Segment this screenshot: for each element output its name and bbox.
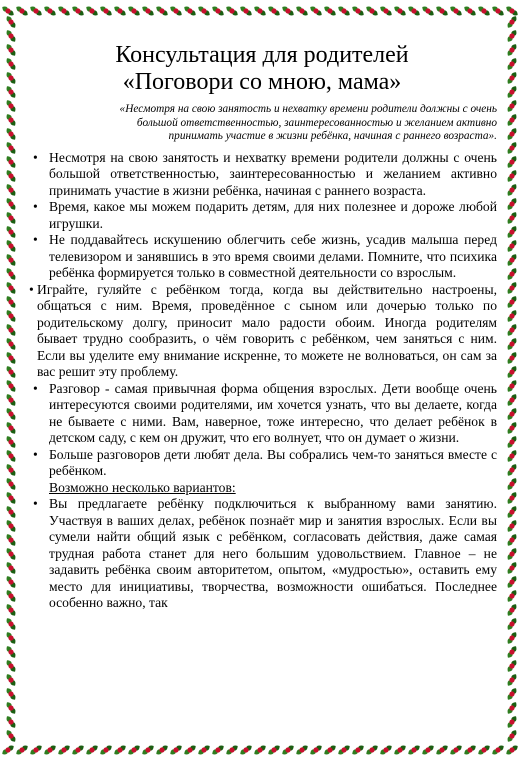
holly-motif bbox=[253, 744, 267, 756]
holly-motif bbox=[506, 379, 518, 393]
holly-motif bbox=[5, 365, 17, 379]
holly-motif bbox=[5, 99, 17, 113]
holly-motif bbox=[5, 645, 17, 659]
holly-motif bbox=[506, 43, 518, 57]
holly-motif bbox=[506, 729, 518, 743]
holly-motif bbox=[183, 5, 197, 17]
holly-motif bbox=[435, 5, 449, 17]
holly-motif bbox=[506, 645, 518, 659]
title-line-1: Консультация для родителей bbox=[115, 42, 409, 68]
holly-motif bbox=[506, 351, 518, 365]
holly-motif bbox=[127, 5, 141, 17]
document-body bbox=[27, 22, 497, 738]
holly-motif bbox=[5, 603, 17, 617]
holly-motif bbox=[393, 744, 407, 756]
holly-motif bbox=[253, 5, 267, 17]
holly-motif bbox=[5, 127, 17, 141]
holly-motif bbox=[183, 744, 197, 756]
holly-motif bbox=[435, 744, 449, 756]
holly-motif bbox=[449, 744, 463, 756]
holly-motif bbox=[506, 673, 518, 687]
holly-motif bbox=[113, 5, 127, 17]
holly-motif bbox=[449, 5, 463, 17]
holly-motif bbox=[506, 505, 518, 519]
holly-motif bbox=[477, 744, 491, 756]
holly-motif bbox=[155, 5, 169, 17]
holly-motif bbox=[506, 533, 518, 547]
holly-motif bbox=[5, 43, 17, 57]
holly-motif bbox=[407, 5, 421, 17]
holly-motif bbox=[5, 393, 17, 407]
holly-motif bbox=[506, 155, 518, 169]
subheading: Возможно несколько вариантов: bbox=[49, 479, 236, 495]
holly-motif bbox=[506, 687, 518, 701]
holly-motif bbox=[506, 575, 518, 589]
holly-motif bbox=[281, 744, 295, 756]
holly-motif bbox=[506, 71, 518, 85]
holly-motif bbox=[5, 701, 17, 715]
holly-motif bbox=[29, 744, 43, 756]
holly-motif bbox=[506, 295, 518, 309]
holly-motif bbox=[506, 547, 518, 561]
holly-motif bbox=[57, 744, 71, 756]
holly-motif bbox=[506, 631, 518, 645]
holly-motif bbox=[506, 15, 518, 29]
holly-motif bbox=[506, 589, 518, 603]
holly-motif bbox=[506, 715, 518, 729]
holly-motif bbox=[5, 183, 17, 197]
holly-motif bbox=[351, 744, 365, 756]
holly-motif bbox=[5, 337, 17, 351]
holly-motif bbox=[267, 744, 281, 756]
holly-motif bbox=[506, 659, 518, 673]
border-top bbox=[0, 0, 523, 22]
holly-motif bbox=[281, 5, 295, 17]
holly-motif bbox=[506, 561, 518, 575]
holly-motif bbox=[5, 295, 17, 309]
variants-list bbox=[27, 496, 497, 612]
bullet-icon: • bbox=[29, 281, 34, 297]
holly-motif bbox=[463, 5, 477, 17]
epigraph: «Несмотря на свою занятость и нехватку времени родители должны с очень большой ответственностью, заинтересованностью и желанием активно принимать участие в жизни ребёнка, начиная с раннего возраста». bbox=[119, 103, 497, 142]
holly-motif bbox=[506, 253, 518, 267]
holly-motif bbox=[506, 519, 518, 533]
holly-motif bbox=[5, 491, 17, 505]
holly-motif bbox=[5, 169, 17, 183]
list-item: • Время, какое мы можем подарить детям, для них полезнее и дороже любой игрушки. bbox=[33, 199, 497, 231]
holly-motif bbox=[5, 379, 17, 393]
holly-motif bbox=[309, 5, 323, 17]
bullet-icon: • bbox=[33, 446, 38, 462]
holly-motif bbox=[5, 589, 17, 603]
holly-motif bbox=[506, 407, 518, 421]
holly-motif bbox=[5, 85, 17, 99]
holly-motif bbox=[5, 715, 17, 729]
holly-motif bbox=[5, 449, 17, 463]
holly-motif bbox=[506, 491, 518, 505]
holly-motif bbox=[337, 744, 351, 756]
bullet-icon: • bbox=[33, 199, 38, 214]
bullet-icon: • bbox=[33, 232, 38, 247]
holly-motif bbox=[5, 729, 17, 743]
holly-motif bbox=[421, 5, 435, 17]
holly-motif bbox=[225, 5, 239, 17]
holly-motif bbox=[5, 155, 17, 169]
holly-motif bbox=[113, 744, 127, 756]
holly-motif bbox=[5, 15, 17, 29]
holly-motif bbox=[506, 365, 518, 379]
holly-motif bbox=[211, 744, 225, 756]
holly-motif bbox=[239, 744, 253, 756]
holly-motif bbox=[506, 239, 518, 253]
holly-motif bbox=[5, 57, 17, 71]
list-item: • Разговор - самая привычная форма общения взрослых. Дети вообще очень интересуются своими родителями, им хочется узнать, что вы делаете, когда не бываете с ними. Вам, наверное, тоже интересно, что делает ребёнок в детском саду, с кем он дружит, что его волнует, что он думает о жизни. bbox=[33, 380, 497, 445]
holly-motif bbox=[506, 617, 518, 631]
holly-motif bbox=[5, 463, 17, 477]
advice-list bbox=[27, 150, 497, 480]
holly-motif bbox=[295, 744, 309, 756]
holly-motif bbox=[5, 673, 17, 687]
holly-motif bbox=[43, 744, 57, 756]
holly-motif bbox=[323, 744, 337, 756]
holly-motif bbox=[506, 183, 518, 197]
holly-motif bbox=[127, 744, 141, 756]
holly-motif bbox=[57, 5, 71, 17]
holly-motif bbox=[99, 744, 113, 756]
holly-motif bbox=[141, 5, 155, 17]
list-item: • Больше разговоров дети любят дела. Вы собрались чем-то заняться вместе с ребёнком. bbox=[33, 446, 497, 478]
holly-motif bbox=[506, 421, 518, 435]
holly-motif bbox=[506, 127, 518, 141]
holly-motif bbox=[337, 5, 351, 17]
bullet-icon: • bbox=[33, 380, 38, 396]
holly-motif bbox=[506, 393, 518, 407]
holly-motif bbox=[506, 435, 518, 449]
holly-motif bbox=[506, 225, 518, 239]
holly-motif bbox=[5, 421, 17, 435]
border-left bbox=[0, 0, 22, 761]
holly-motif bbox=[197, 744, 211, 756]
list-item: • Вы предлагаете ребёнку подключиться к выбранному вами занятию. Участвуя в ваших делах, ребёнок познаёт мир и занятия взрослых. Если вы сумели найти общий язык с ребёнком, согласовать действия, даже самая трудная работа станет для него большим удовольствием. Главное – не задавить ребёнка своим авторитетом, опытом, «мудростью», оставить ему место для инициативы, творчества, возможности ошибаться. Последнее особенно важно, так bbox=[33, 496, 497, 610]
border-right bbox=[501, 0, 523, 761]
holly-motif bbox=[29, 5, 43, 17]
holly-motif bbox=[506, 211, 518, 225]
holly-motif bbox=[5, 617, 17, 631]
holly-motif bbox=[85, 744, 99, 756]
holly-motif bbox=[506, 29, 518, 43]
holly-motif bbox=[197, 5, 211, 17]
holly-motif bbox=[169, 744, 183, 756]
holly-motif bbox=[393, 5, 407, 17]
page-title bbox=[27, 42, 497, 96]
holly-motif bbox=[5, 267, 17, 281]
holly-motif bbox=[5, 281, 17, 295]
holly-motif bbox=[506, 169, 518, 183]
holly-motif bbox=[506, 701, 518, 715]
holly-motif bbox=[5, 29, 17, 43]
holly-motif bbox=[5, 71, 17, 85]
holly-motif bbox=[5, 519, 17, 533]
holly-motif bbox=[506, 281, 518, 295]
holly-motif bbox=[506, 197, 518, 211]
holly-motif bbox=[379, 744, 393, 756]
holly-motif bbox=[365, 5, 379, 17]
holly-motif bbox=[5, 533, 17, 547]
holly-motif bbox=[477, 5, 491, 17]
holly-motif bbox=[141, 744, 155, 756]
holly-motif bbox=[506, 267, 518, 281]
holly-motif bbox=[43, 5, 57, 17]
holly-motif bbox=[5, 561, 17, 575]
holly-motif bbox=[295, 5, 309, 17]
holly-motif bbox=[5, 253, 17, 267]
holly-motif bbox=[5, 631, 17, 645]
holly-motif bbox=[71, 744, 85, 756]
holly-motif bbox=[506, 141, 518, 155]
holly-motif bbox=[506, 113, 518, 127]
holly-motif bbox=[351, 5, 365, 17]
holly-motif bbox=[506, 477, 518, 491]
holly-motif bbox=[5, 687, 17, 701]
holly-motif bbox=[5, 197, 17, 211]
holly-motif bbox=[323, 5, 337, 17]
holly-motif bbox=[506, 463, 518, 477]
holly-motif bbox=[5, 547, 17, 561]
holly-motif bbox=[5, 575, 17, 589]
holly-motif bbox=[169, 5, 183, 17]
holly-motif bbox=[85, 5, 99, 17]
holly-motif bbox=[99, 5, 113, 17]
holly-motif bbox=[379, 5, 393, 17]
holly-motif bbox=[225, 744, 239, 756]
holly-motif bbox=[211, 5, 225, 17]
holly-motif bbox=[5, 477, 17, 491]
holly-motif bbox=[5, 351, 17, 365]
list-item: • Играйте, гуляйте с ребёнком тогда, когда вы действительно настроены, общаться с ним. Время, проведённое с сыном или дочерью только по родительскому долгу, приносит мало радости обоим. Иногда родителям бывает трудно сообразить, о чём говорить с ребёнком, чем заняться с ним. Если вы уделите ему внимание искренне, то можете не волноваться, он сам за вас решит эту проблему. bbox=[29, 281, 497, 379]
holly-motif bbox=[365, 744, 379, 756]
list-item: • Несмотря на свою занятость и нехватку времени родители должны с очень большой ответственностью, заинтересованностью и желанием активно принимать участие в жизни ребёнка, начиная с раннего возраста. bbox=[33, 149, 497, 198]
holly-motif bbox=[5, 505, 17, 519]
holly-motif bbox=[506, 57, 518, 71]
holly-motif bbox=[5, 435, 17, 449]
holly-motif bbox=[239, 5, 253, 17]
bullet-icon: • bbox=[33, 149, 38, 165]
holly-motif bbox=[421, 744, 435, 756]
holly-motif bbox=[5, 323, 17, 337]
holly-motif bbox=[5, 141, 17, 155]
holly-motif bbox=[71, 5, 85, 17]
holly-motif bbox=[155, 744, 169, 756]
title-line-2: «Поговори со мною, мама» bbox=[122, 69, 402, 95]
holly-motif bbox=[407, 744, 421, 756]
holly-motif bbox=[309, 744, 323, 756]
border-bottom bbox=[0, 739, 523, 761]
holly-motif bbox=[5, 309, 17, 323]
holly-motif bbox=[267, 5, 281, 17]
holly-motif bbox=[5, 225, 17, 239]
holly-motif bbox=[506, 309, 518, 323]
holly-motif bbox=[506, 337, 518, 351]
bullet-icon: • bbox=[33, 496, 38, 511]
holly-motif bbox=[5, 659, 17, 673]
holly-motif bbox=[506, 449, 518, 463]
list-item: • Не поддавайтесь искушению облегчить себе жизнь, усадив малыша перед телевизором и занявшись в это время своими делами. Помните, что психика ребёнка формируется только в совместной деятельности со взрослым. bbox=[33, 232, 497, 280]
holly-motif bbox=[5, 407, 17, 421]
holly-motif bbox=[5, 211, 17, 225]
holly-motif bbox=[506, 603, 518, 617]
holly-motif bbox=[5, 113, 17, 127]
holly-motif bbox=[5, 239, 17, 253]
holly-motif bbox=[506, 99, 518, 113]
holly-motif bbox=[506, 323, 518, 337]
holly-motif bbox=[506, 85, 518, 99]
holly-motif bbox=[463, 744, 477, 756]
